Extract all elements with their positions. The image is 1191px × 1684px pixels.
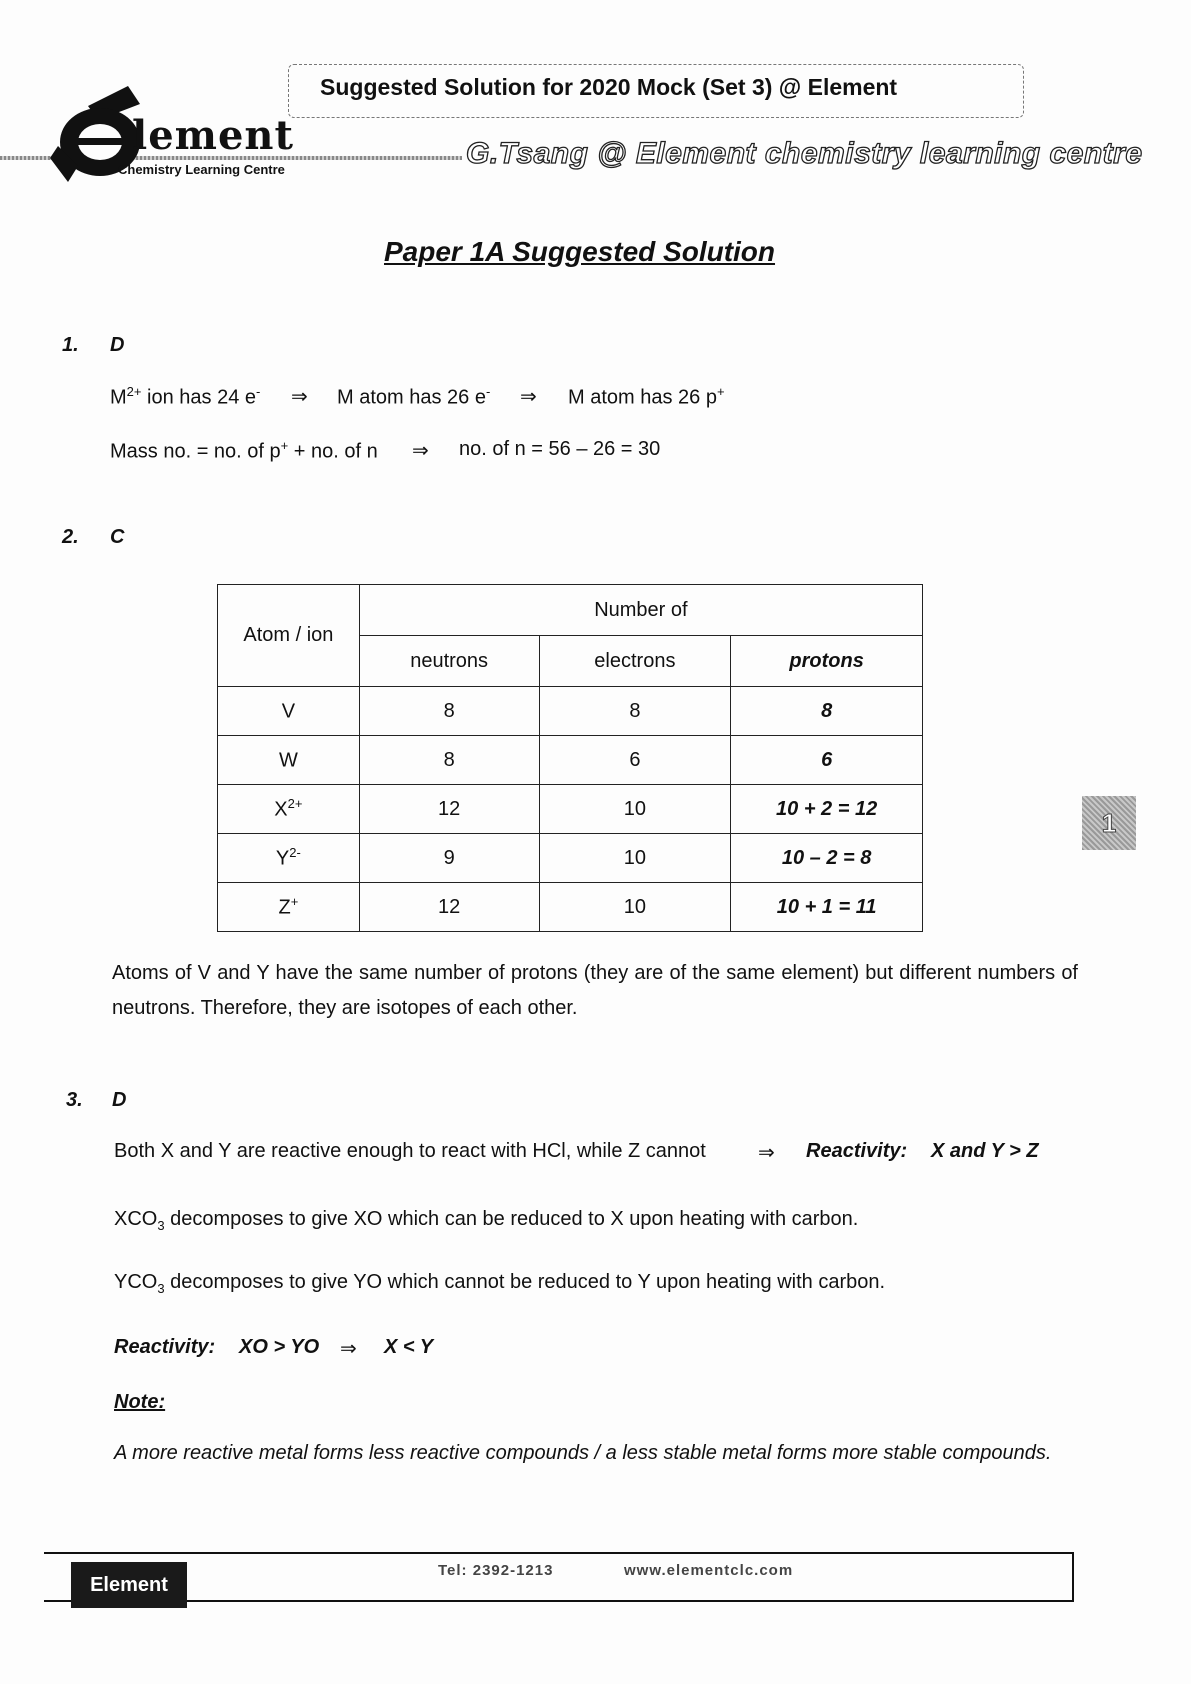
header-tagline: G.Tsang @ Element chemistry learning centre <box>462 137 1147 171</box>
note-text: A more reactive metal forms less reactive compounds / a less stable metal forms more stable compounds. <box>114 1442 1052 1464</box>
header-neutrons: neutrons <box>359 636 539 687</box>
q3-reactivity2-b: X < Y <box>384 1336 434 1358</box>
cell-electrons: 8 <box>539 687 731 736</box>
cell-symbol: Z+ <box>218 883 360 932</box>
page-title: Paper 1A Suggested Solution <box>384 236 776 267</box>
page-tab-badge: 1 <box>1082 796 1136 850</box>
cell-neutrons: 8 <box>359 687 539 736</box>
cell-neutrons: 12 <box>359 785 539 834</box>
note-label: Note: <box>114 1391 166 1413</box>
cell-neutrons: 12 <box>359 883 539 932</box>
question-1-answer: D <box>110 334 125 356</box>
question-2-number: 2. <box>62 526 79 548</box>
q1-line1-part1: $M^{2+}$ ion has 24 e- <box>110 384 261 409</box>
header-title: Suggested Solution for 2020 Mock (Set 3) @ Element <box>320 74 898 100</box>
cell-electrons: 10 <box>539 883 731 932</box>
table-row <box>218 883 923 932</box>
header-atom-ion: Atom / ion <box>218 585 360 687</box>
question-1-number: 1. <box>62 334 79 356</box>
q3-reactivity-result: X and Y > Z <box>931 1140 1039 1162</box>
question-3-answer: D <box>112 1089 127 1111</box>
cell-neutrons: 9 <box>359 834 539 883</box>
arrow-icon: ⇒ <box>291 386 308 408</box>
cell-electrons: 10 <box>539 834 731 883</box>
cell-protons: 10 – 2 = 8 <box>731 834 923 883</box>
q3-reactivity-label: Reactivity: <box>806 1140 908 1162</box>
q1-line1-part2: M atom has 26 e- <box>337 384 491 409</box>
arrow-icon: ⇒ <box>758 1142 775 1164</box>
q2-explanation: Atoms of V and Y have the same number of protons (they are of the same element) but different numbers of neutrons. Therefore, they are isotopes of each other. <box>112 962 1078 1019</box>
q3-line3: $YCO_3$ decomposes to give YO which cannot be reduced to Y upon heating with carbon. <box>114 1271 886 1296</box>
logo-word: lement <box>132 112 294 159</box>
q1-line2-part1: Mass no. = no. of p+ + no. of n <box>110 438 378 463</box>
cell-electrons: 10 <box>539 785 731 834</box>
cell-symbol: $Y^{2-}$ <box>218 834 360 883</box>
cell-neutrons: 8 <box>359 736 539 785</box>
q3-reactivity2-a: XO > YO <box>239 1336 320 1358</box>
cell-protons: 8 <box>731 687 923 736</box>
q3-line1-text: Both X and Y are reactive enough to react with HCl, while Z cannot <box>114 1140 706 1162</box>
cell-protons: 6 <box>731 736 923 785</box>
footer-brand: Element <box>71 1562 187 1608</box>
table-row <box>218 834 923 883</box>
q3-reactivity2-label: Reactivity: <box>114 1336 216 1358</box>
cell-electrons: 6 <box>539 736 731 785</box>
q1-line1-part3: M atom has 26 p+ <box>568 384 725 409</box>
arrow-icon: ⇒ <box>520 386 537 408</box>
table-row <box>218 785 923 834</box>
table-row <box>218 687 923 736</box>
question-3-number: 3. <box>66 1089 83 1111</box>
header-number-of: Number of <box>359 585 922 636</box>
cell-protons: 10 + 2 = 12 <box>731 785 923 834</box>
footer-phone: Tel: 2392-1213 <box>438 1562 554 1579</box>
arrow-icon: ⇒ <box>340 1338 357 1360</box>
particles-table <box>217 584 923 932</box>
header-protons: protons <box>731 636 923 687</box>
header-electrons: electrons <box>539 636 731 687</box>
arrow-icon: ⇒ <box>412 440 429 462</box>
footer-website: www.elementclc.com <box>624 1562 794 1579</box>
q1-line2-part2: no. of n = 56 – 26 = 30 <box>459 438 661 460</box>
cell-symbol: $X^{2+}$ <box>218 785 360 834</box>
logo-subtitle: Chemistry Learning Centre <box>118 162 285 177</box>
question-2-answer: C <box>110 526 125 548</box>
cell-symbol: W <box>218 736 360 785</box>
cell-protons: 10 + 1 = 11 <box>731 883 923 932</box>
cell-symbol: V <box>218 687 360 736</box>
table-row <box>218 736 923 785</box>
footer-box <box>44 1552 1074 1602</box>
q3-line2: $XCO_3$ decomposes to give XO which can be reduced to X upon heating with carbon. <box>114 1208 859 1233</box>
